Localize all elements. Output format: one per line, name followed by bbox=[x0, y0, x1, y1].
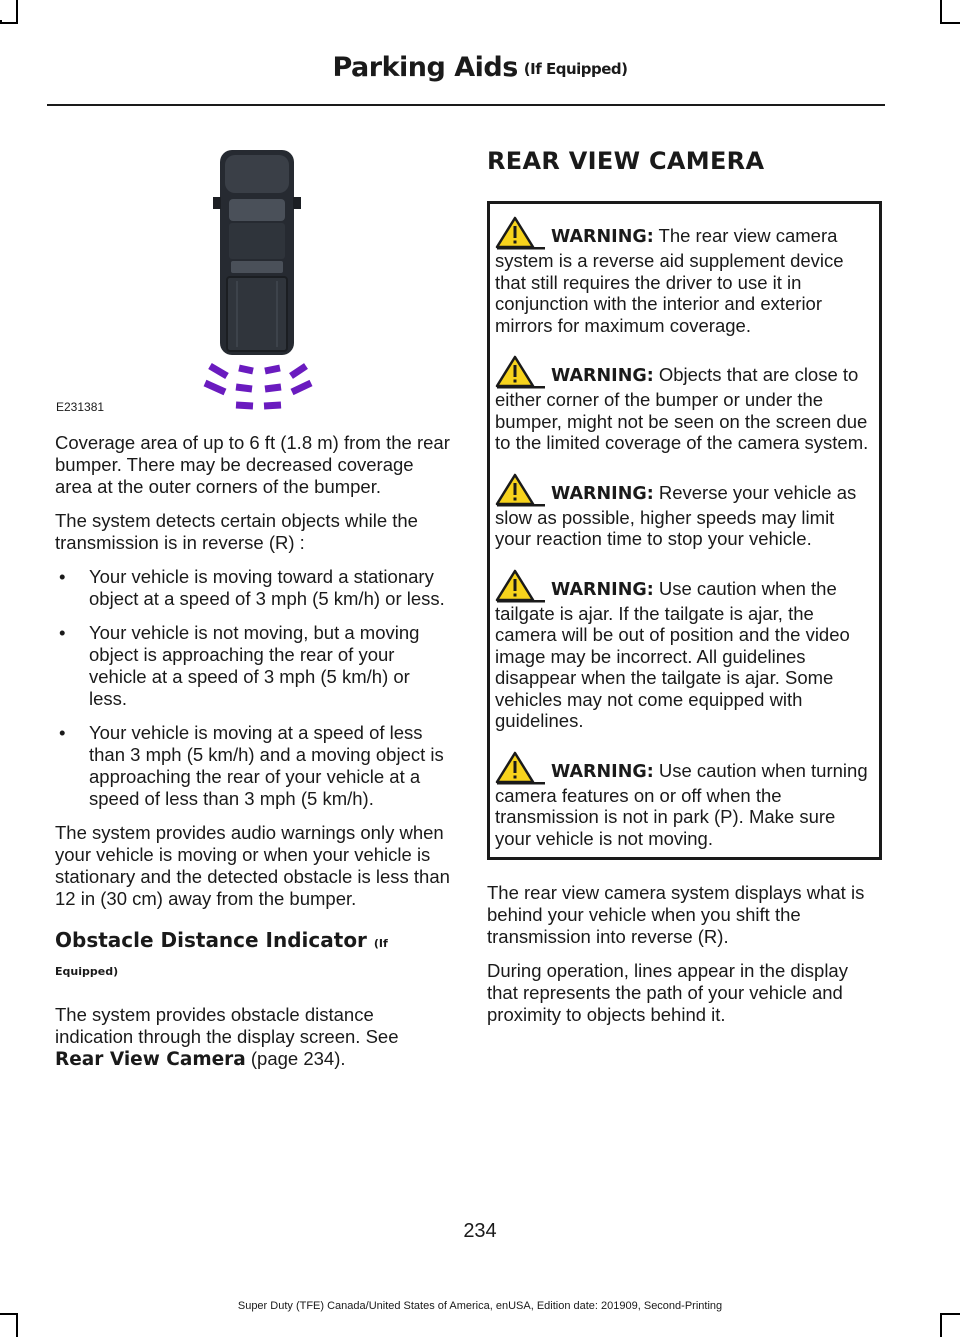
crop-mark bbox=[16, 1315, 18, 1337]
warning-text: Use caution when the tailgate is ajar. If the tailgate is ajar, the camera will be out of position and the video image may be incorrect. All guidelines disappear when the tailgate is ajar. Some vehicles may not come equipped with guidelines. bbox=[495, 577, 850, 731]
sensor-arc-segment bbox=[205, 383, 225, 392]
truck-mirror-left bbox=[213, 197, 221, 209]
warning-box bbox=[487, 201, 882, 860]
heading-text: Obstacle Distance Indicator bbox=[55, 928, 367, 952]
paragraph: The system provides audio warnings only when your vehicle is moving or when your vehicle is stationary and the detected obstacle is less than 12 in (30 cm) away from the bumper. bbox=[55, 822, 450, 909]
warning-icon bbox=[495, 216, 547, 250]
sensor-arc-segment bbox=[292, 383, 311, 392]
parking-sensor-figure bbox=[55, 135, 450, 420]
warning-item bbox=[495, 569, 871, 732]
header-rule bbox=[47, 104, 885, 106]
sensor-coverage-indicator bbox=[205, 366, 311, 406]
sensor-arc-segment bbox=[265, 368, 280, 371]
paragraph bbox=[55, 1004, 450, 1071]
bullet-icon: • bbox=[59, 622, 66, 643]
right-column bbox=[487, 135, 882, 1038]
warning-text: Objects that are close to either corner of the bumper or under the bumper, might not be seen on the screen due to the limited coverage of the camera system. bbox=[495, 364, 869, 453]
warning-icon bbox=[495, 569, 547, 603]
paragraph: Coverage area of up to 6 ft (1.8 m) from the rear bumper. There may be decreased coverage area at the outer corners of the bumper. bbox=[55, 432, 450, 497]
warning-label: WARNING: bbox=[551, 579, 654, 600]
warning-label: WARNING: bbox=[551, 483, 654, 504]
page-number: 234 bbox=[463, 1220, 497, 1242]
sensor-arc-segment bbox=[264, 405, 281, 406]
paragraph: The system detects certain objects while the transmission is in reverse (R) : bbox=[55, 510, 418, 553]
warning-icon bbox=[495, 355, 547, 389]
sensor-arc-segment bbox=[210, 366, 227, 376]
truck-top-view-illustration bbox=[55, 135, 450, 420]
warning-icon bbox=[495, 473, 547, 507]
left-column bbox=[55, 135, 450, 1083]
list-item-text: Your vehicle is moving at a speed of less than 3 mph (5 km/h) and a moving object is approaching the rear of your vehicle at a speed of less than 3 mph (5 km/h). bbox=[89, 722, 444, 809]
warning-item bbox=[495, 751, 871, 850]
warning-text: Reverse your vehicle as slow as possible, higher speeds may limit your reaction time to stop your vehicle. bbox=[495, 481, 857, 549]
sensor-arc-segment bbox=[236, 387, 252, 389]
figure-id: E231381 bbox=[56, 400, 105, 414]
crop-mark bbox=[0, 22, 18, 24]
paragraph-text: The system provides obstacle distance indication through the display screen. See bbox=[55, 1004, 399, 1047]
truck-hood bbox=[225, 155, 289, 193]
sensor-arc-segment bbox=[239, 368, 253, 371]
crop-mark bbox=[16, 0, 18, 22]
footer-edition-info: Super Duty (TFE) Canada/United States of America, enUSA, Edition date: 201909, Second-Printing bbox=[237, 1300, 723, 1312]
warning-text: Use caution when turning camera features on or off when the transmission is not in park (P). Make sure your vehicle is not moving. bbox=[495, 759, 868, 849]
paragraph: The rear view camera system displays what is behind your vehicle when you shift the transmission into reverse (R). bbox=[487, 882, 865, 947]
bullet-icon: • bbox=[59, 566, 66, 587]
list-item bbox=[55, 622, 450, 710]
truck-windshield bbox=[229, 199, 285, 221]
warning-item bbox=[495, 355, 871, 454]
crop-mark bbox=[940, 1315, 942, 1337]
list-item-text: Your vehicle is moving toward a stationary object at a speed of 3 mph (5 km/h) or less. bbox=[89, 566, 445, 609]
warning-item bbox=[495, 216, 871, 336]
section-heading bbox=[55, 928, 450, 984]
page-reference: (page 234). bbox=[245, 1048, 346, 1069]
list-item bbox=[55, 722, 450, 810]
list-item bbox=[55, 566, 450, 610]
warning-label: WARNING: bbox=[551, 366, 654, 386]
bullet-list bbox=[55, 566, 450, 810]
warning-label: WARNING: bbox=[551, 227, 654, 247]
sensor-arc-segment bbox=[291, 366, 306, 376]
list-item-text: Your vehicle is not moving, but a moving object is approaching the rear of your vehicle at a speed of 3 mph (5 km/h) or less. bbox=[89, 622, 420, 709]
warning-text: The rear view camera system is a reverse aid supplement device that still requires the driver to use it in conjunction with the interior and exterior mirrors for maximum coverage. bbox=[495, 225, 844, 336]
sensor-arc-segment bbox=[236, 405, 253, 406]
warning-icon bbox=[495, 751, 547, 785]
bullet-icon: • bbox=[59, 722, 66, 743]
cross-reference-link[interactable]: Rear View Camera bbox=[55, 1049, 246, 1070]
truck-cab-roof bbox=[229, 223, 285, 259]
paragraph: During operation, lines appear in the display that represents the path of your vehicle and proximity to objects behind it. bbox=[487, 960, 848, 1025]
sensor-arc-segment bbox=[265, 387, 281, 389]
crop-mark bbox=[940, 1313, 960, 1315]
page-header-title bbox=[0, 52, 960, 83]
crop-mark bbox=[940, 0, 942, 22]
warning-label: WARNING: bbox=[551, 761, 654, 782]
truck-mirror-right bbox=[293, 197, 301, 209]
header-title-text: Parking Aids bbox=[332, 52, 518, 83]
warning-item bbox=[495, 473, 871, 550]
crop-mark bbox=[940, 22, 960, 24]
header-title-suffix: (If Equipped) bbox=[523, 60, 628, 78]
section-title: REAR VIEW CAMERA bbox=[487, 147, 765, 175]
truck-rear-window bbox=[231, 261, 283, 273]
heading-suffix: (If Equipped) bbox=[55, 937, 388, 978]
